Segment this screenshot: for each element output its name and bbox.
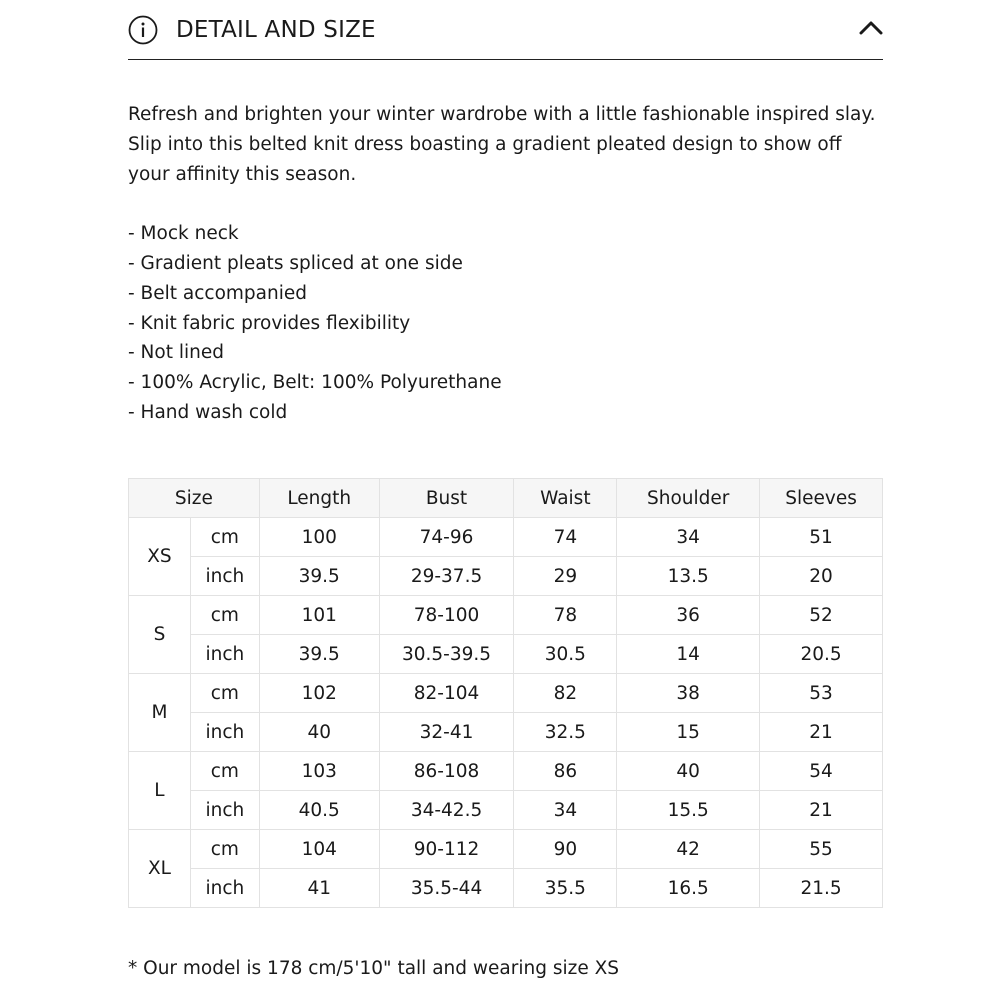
bust-cell: 29-37.5 <box>379 557 514 596</box>
model-size-footnote: * Our model is 178 cm/5'10" tall and wearing size XS <box>128 958 619 979</box>
waist-cell: 82 <box>514 674 617 713</box>
length-cell: 40 <box>259 713 379 752</box>
sleeves-cell: 53 <box>760 674 883 713</box>
waist-cell: 90 <box>514 830 617 869</box>
bust-cell: 34-42.5 <box>379 791 514 830</box>
length-cell: 101 <box>259 596 379 635</box>
bust-cell: 82-104 <box>379 674 514 713</box>
feature-item: - Gradient pleats spliced at one side <box>128 252 463 274</box>
length-cell: 102 <box>259 674 379 713</box>
sleeves-cell: 21 <box>760 713 883 752</box>
feature-item: - Not lined <box>128 342 224 364</box>
table-row <box>129 830 883 869</box>
size-label: XL <box>129 830 191 908</box>
chevron-up-icon[interactable] <box>859 18 883 38</box>
shoulder-cell: 34 <box>617 518 760 557</box>
bust-cell: 74-96 <box>379 518 514 557</box>
shoulder-cell: 42 <box>617 830 760 869</box>
unit-cell: inch <box>190 869 259 908</box>
shoulder-cell: 40 <box>617 752 760 791</box>
shoulder-cell: 15 <box>617 713 760 752</box>
feature-item: - Hand wash cold <box>128 401 288 423</box>
sleeves-cell: 55 <box>760 830 883 869</box>
table-row <box>129 674 883 713</box>
sleeves-cell: 21 <box>760 791 883 830</box>
waist-cell: 29 <box>514 557 617 596</box>
sleeves-cell: 20.5 <box>760 635 883 674</box>
waist-cell: 32.5 <box>514 713 617 752</box>
size-chart-table <box>128 478 883 908</box>
header-waist: Waist <box>514 479 617 518</box>
feature-item: - Knit fabric provides flexibility <box>128 312 411 334</box>
size-label: S <box>129 596 191 674</box>
shoulder-cell: 38 <box>617 674 760 713</box>
sleeves-cell: 20 <box>760 557 883 596</box>
sleeves-cell: 21.5 <box>760 869 883 908</box>
info-circle-icon <box>128 15 158 45</box>
bust-cell: 30.5-39.5 <box>379 635 514 674</box>
section-title: DETAIL AND SIZE <box>176 16 376 43</box>
table-row <box>129 791 883 830</box>
shoulder-cell: 13.5 <box>617 557 760 596</box>
table-row <box>129 557 883 596</box>
bust-cell: 35.5-44 <box>379 869 514 908</box>
sleeves-cell: 54 <box>760 752 883 791</box>
header-length: Length <box>259 479 379 518</box>
header-size: Size <box>129 479 260 518</box>
size-label: XS <box>129 518 191 596</box>
feature-item: - Belt accompanied <box>128 282 307 304</box>
waist-cell: 30.5 <box>514 635 617 674</box>
unit-cell: inch <box>190 557 259 596</box>
feature-list <box>128 219 883 428</box>
detail-and-size-panel <box>128 0 883 979</box>
sleeves-cell: 51 <box>760 518 883 557</box>
unit-cell: cm <box>190 752 259 791</box>
unit-cell: cm <box>190 830 259 869</box>
description-paragraph: Refresh and brighten your winter wardrobe with a little fashionable inspired slay. Slip into this belted knit dress boasting a gradient pleated design to show off your affinity this season. <box>128 104 876 185</box>
header-bust: Bust <box>379 479 514 518</box>
length-cell: 40.5 <box>259 791 379 830</box>
waist-cell: 34 <box>514 791 617 830</box>
table-row <box>129 596 883 635</box>
length-cell: 41 <box>259 869 379 908</box>
unit-cell: cm <box>190 596 259 635</box>
sleeves-cell: 52 <box>760 596 883 635</box>
table-header-row <box>129 479 883 518</box>
length-cell: 100 <box>259 518 379 557</box>
product-description <box>128 100 883 428</box>
unit-cell: cm <box>190 674 259 713</box>
length-cell: 39.5 <box>259 635 379 674</box>
size-label: L <box>129 752 191 830</box>
shoulder-cell: 36 <box>617 596 760 635</box>
table-row <box>129 752 883 791</box>
waist-cell: 78 <box>514 596 617 635</box>
bust-cell: 90-112 <box>379 830 514 869</box>
feature-item: - 100% Acrylic, Belt: 100% Polyurethane <box>128 372 502 394</box>
length-cell: 103 <box>259 752 379 791</box>
size-label: M <box>129 674 191 752</box>
table-row <box>129 635 883 674</box>
length-cell: 104 <box>259 830 379 869</box>
table-row <box>129 518 883 557</box>
shoulder-cell: 14 <box>617 635 760 674</box>
unit-cell: inch <box>190 635 259 674</box>
header-sleeves: Sleeves <box>760 479 883 518</box>
detail-and-size-header[interactable] <box>128 0 883 60</box>
shoulder-cell: 16.5 <box>617 869 760 908</box>
unit-cell: inch <box>190 791 259 830</box>
table-row <box>129 713 883 752</box>
header-shoulder: Shoulder <box>617 479 760 518</box>
waist-cell: 35.5 <box>514 869 617 908</box>
shoulder-cell: 15.5 <box>617 791 760 830</box>
unit-cell: inch <box>190 713 259 752</box>
feature-item: - Mock neck <box>128 223 239 245</box>
length-cell: 39.5 <box>259 557 379 596</box>
bust-cell: 78-100 <box>379 596 514 635</box>
waist-cell: 74 <box>514 518 617 557</box>
waist-cell: 86 <box>514 752 617 791</box>
bust-cell: 32-41 <box>379 713 514 752</box>
table-row <box>129 869 883 908</box>
unit-cell: cm <box>190 518 259 557</box>
bust-cell: 86-108 <box>379 752 514 791</box>
